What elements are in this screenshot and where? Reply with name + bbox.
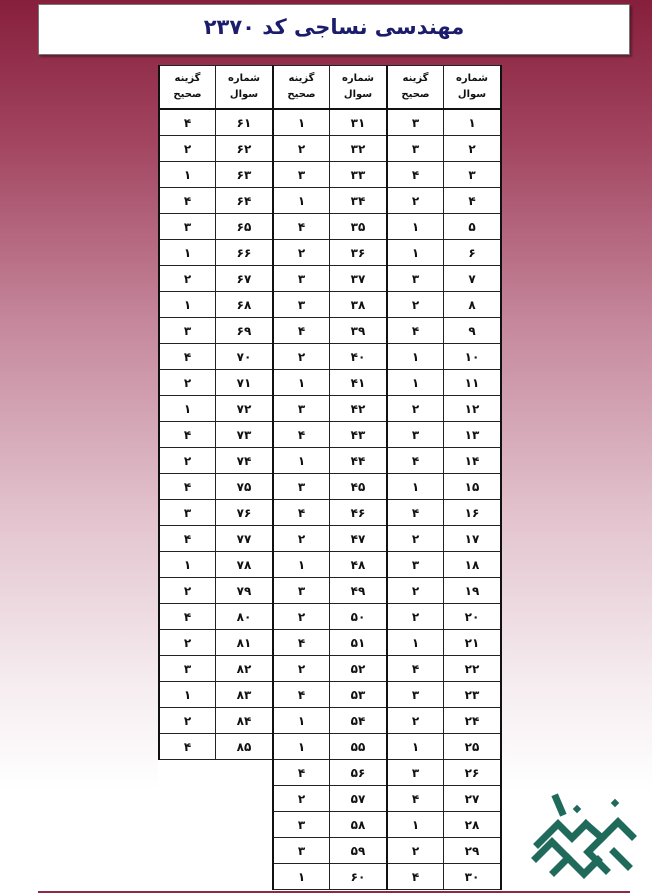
- question-number-cell: ۱۹: [444, 578, 502, 604]
- answer-option-cell: ۲: [387, 838, 444, 864]
- answer-option-cell: ۲: [387, 578, 444, 604]
- question-number-cell: ۶۰: [330, 864, 388, 890]
- table-row: [159, 526, 501, 552]
- answer-option-cell: ۳: [387, 760, 444, 786]
- question-number-cell: ۳۳: [330, 162, 388, 188]
- answer-option-cell: ۱: [387, 734, 444, 760]
- table-row: [159, 864, 501, 890]
- question-number-cell: ۱: [444, 109, 502, 136]
- empty-cell: [159, 786, 216, 812]
- answer-option-cell: ۱: [273, 448, 330, 474]
- answer-option-cell: ۴: [387, 500, 444, 526]
- answer-option-cell: ۳: [159, 656, 216, 682]
- answer-option-cell: ۲: [387, 708, 444, 734]
- question-number-cell: ۲۱: [444, 630, 502, 656]
- answer-option-cell: ۱: [387, 812, 444, 838]
- answer-option-cell: ۲: [159, 266, 216, 292]
- question-number-cell: ۷: [444, 266, 502, 292]
- question-number-cell: ۵۵: [330, 734, 388, 760]
- answer-option-cell: ۲: [387, 292, 444, 318]
- question-number-cell: ۶۵: [216, 214, 274, 240]
- header-box: [38, 4, 630, 55]
- empty-cell: [159, 760, 216, 786]
- question-number-cell: ۲۷: [444, 786, 502, 812]
- col-header-answer-1: گزینه صحیح: [387, 66, 444, 110]
- answer-option-cell: ۱: [159, 162, 216, 188]
- answer-option-cell: ۱: [273, 188, 330, 214]
- answer-option-cell: ۴: [387, 656, 444, 682]
- question-number-cell: ۸۵: [216, 734, 274, 760]
- question-number-cell: ۲۲: [444, 656, 502, 682]
- empty-cell: [216, 812, 274, 838]
- question-number-cell: ۳۱: [330, 109, 388, 136]
- table-row: [159, 786, 501, 812]
- answer-option-cell: ۲: [159, 448, 216, 474]
- answer-option-cell: ۲: [159, 370, 216, 396]
- answer-option-cell: ۴: [159, 474, 216, 500]
- question-number-cell: ۷۴: [216, 448, 274, 474]
- question-number-cell: ۵۶: [330, 760, 388, 786]
- table-row: [159, 162, 501, 188]
- col-header-answer-3: گزینه صحیح: [159, 66, 216, 110]
- question-number-cell: ۱۱: [444, 370, 502, 396]
- question-number-cell: ۷۰: [216, 344, 274, 370]
- answer-option-cell: ۲: [273, 604, 330, 630]
- table-row: [159, 760, 501, 786]
- col-header-question-3: شماره سوال: [216, 66, 274, 110]
- answer-option-cell: ۱: [159, 292, 216, 318]
- question-number-cell: ۱۰: [444, 344, 502, 370]
- question-number-cell: ۲۶: [444, 760, 502, 786]
- question-number-cell: ۵۸: [330, 812, 388, 838]
- question-number-cell: ۳۴: [330, 188, 388, 214]
- question-number-cell: ۲۴: [444, 708, 502, 734]
- question-number-cell: ۸۳: [216, 682, 274, 708]
- answer-option-cell: ۲: [273, 656, 330, 682]
- question-number-cell: ۷۶: [216, 500, 274, 526]
- answer-option-cell: ۱: [387, 240, 444, 266]
- answer-option-cell: ۴: [387, 448, 444, 474]
- table-row: [159, 500, 501, 526]
- col-header-question-2: شماره سوال: [330, 66, 388, 110]
- question-number-cell: ۶۴: [216, 188, 274, 214]
- table-row: [159, 396, 501, 422]
- table-row: [159, 109, 501, 136]
- answer-option-cell: ۴: [159, 188, 216, 214]
- question-number-cell: ۸۲: [216, 656, 274, 682]
- answer-option-cell: ۳: [273, 396, 330, 422]
- answer-option-cell: ۱: [273, 734, 330, 760]
- question-number-cell: ۶۶: [216, 240, 274, 266]
- question-number-cell: ۷۵: [216, 474, 274, 500]
- question-number-cell: ۱۴: [444, 448, 502, 474]
- question-number-cell: ۲: [444, 136, 502, 162]
- answer-option-cell: ۲: [159, 136, 216, 162]
- answer-option-cell: ۳: [273, 266, 330, 292]
- table-row: [159, 318, 501, 344]
- table-row: [159, 552, 501, 578]
- table-row: [159, 448, 501, 474]
- question-number-cell: ۳: [444, 162, 502, 188]
- empty-cell: [216, 786, 274, 812]
- answer-option-cell: ۳: [273, 162, 330, 188]
- answer-option-cell: ۴: [273, 214, 330, 240]
- answer-option-cell: ۲: [273, 344, 330, 370]
- question-number-cell: ۳۵: [330, 214, 388, 240]
- question-number-cell: ۶۱: [216, 109, 274, 136]
- table-row: [159, 734, 501, 760]
- answer-option-cell: ۲: [387, 526, 444, 552]
- answer-option-cell: ۳: [387, 136, 444, 162]
- table-row: [159, 214, 501, 240]
- question-number-cell: ۵۴: [330, 708, 388, 734]
- answer-option-cell: ۲: [387, 188, 444, 214]
- answer-option-cell: ۱: [273, 708, 330, 734]
- answer-option-cell: ۱: [273, 109, 330, 136]
- answer-option-cell: ۲: [273, 240, 330, 266]
- table-row: [159, 292, 501, 318]
- question-number-cell: ۱۶: [444, 500, 502, 526]
- answer-option-cell: ۲: [159, 630, 216, 656]
- question-number-cell: ۵۲: [330, 656, 388, 682]
- question-number-cell: ۳۹: [330, 318, 388, 344]
- answer-option-cell: ۴: [159, 344, 216, 370]
- question-number-cell: ۶۷: [216, 266, 274, 292]
- question-number-cell: ۵: [444, 214, 502, 240]
- answer-option-cell: ۱: [159, 682, 216, 708]
- question-number-cell: ۴۶: [330, 500, 388, 526]
- answer-option-cell: ۴: [273, 318, 330, 344]
- answer-option-cell: ۴: [159, 604, 216, 630]
- question-number-cell: ۴۲: [330, 396, 388, 422]
- table-row: [159, 578, 501, 604]
- table-row: [159, 838, 501, 864]
- question-number-cell: ۵۷: [330, 786, 388, 812]
- question-number-cell: ۴: [444, 188, 502, 214]
- answer-option-cell: ۴: [159, 734, 216, 760]
- question-number-cell: ۸۰: [216, 604, 274, 630]
- answer-option-cell: ۴: [387, 318, 444, 344]
- answer-option-cell: ۱: [387, 474, 444, 500]
- answer-option-cell: ۲: [273, 526, 330, 552]
- answer-option-cell: ۳: [273, 292, 330, 318]
- question-number-cell: ۱۵: [444, 474, 502, 500]
- answer-option-cell: ۴: [273, 500, 330, 526]
- answer-option-cell: ۳: [159, 318, 216, 344]
- table-row: [159, 188, 501, 214]
- question-number-cell: ۸۴: [216, 708, 274, 734]
- answer-option-cell: ۴: [273, 630, 330, 656]
- table-row: [159, 630, 501, 656]
- question-number-cell: ۳۰: [444, 864, 502, 890]
- answer-option-cell: ۱: [387, 630, 444, 656]
- question-number-cell: ۶۲: [216, 136, 274, 162]
- col-header-question-1: شماره سوال: [444, 66, 502, 110]
- answer-option-cell: ۴: [159, 422, 216, 448]
- question-number-cell: ۸: [444, 292, 502, 318]
- answer-option-cell: ۱: [273, 370, 330, 396]
- question-number-cell: ۲۵: [444, 734, 502, 760]
- answer-option-cell: ۱: [387, 344, 444, 370]
- table-header-row: [159, 66, 501, 110]
- table-row: [159, 604, 501, 630]
- question-number-cell: ۴۴: [330, 448, 388, 474]
- question-number-cell: ۶۸: [216, 292, 274, 318]
- question-number-cell: ۵۳: [330, 682, 388, 708]
- question-number-cell: ۹: [444, 318, 502, 344]
- table-row: [159, 682, 501, 708]
- question-number-cell: ۵۹: [330, 838, 388, 864]
- question-number-cell: ۱۲: [444, 396, 502, 422]
- question-number-cell: ۱۷: [444, 526, 502, 552]
- question-number-cell: ۴۹: [330, 578, 388, 604]
- answer-option-cell: ۴: [387, 162, 444, 188]
- question-number-cell: ۶: [444, 240, 502, 266]
- answer-option-cell: ۴: [159, 526, 216, 552]
- question-number-cell: ۷۱: [216, 370, 274, 396]
- answer-option-cell: ۳: [273, 812, 330, 838]
- answer-option-cell: ۱: [159, 552, 216, 578]
- answer-option-cell: ۳: [273, 838, 330, 864]
- page-title: مهندسی نساجی کد ۲۳۷۰: [203, 15, 465, 39]
- answer-option-cell: ۲: [159, 708, 216, 734]
- answer-option-cell: ۴: [387, 786, 444, 812]
- question-number-cell: ۵۰: [330, 604, 388, 630]
- question-number-cell: ۲۳: [444, 682, 502, 708]
- answer-option-cell: ۲: [159, 578, 216, 604]
- answer-option-cell: ۳: [387, 109, 444, 136]
- bottom-divider: [38, 891, 630, 893]
- question-number-cell: ۷۹: [216, 578, 274, 604]
- answer-option-cell: ۲: [387, 396, 444, 422]
- answer-option-cell: ۴: [273, 760, 330, 786]
- table-row: [159, 474, 501, 500]
- answer-option-cell: ۲: [387, 604, 444, 630]
- answer-option-cell: ۳: [387, 422, 444, 448]
- question-number-cell: ۴۷: [330, 526, 388, 552]
- question-number-cell: ۳۲: [330, 136, 388, 162]
- answer-option-cell: ۱: [159, 396, 216, 422]
- answer-option-cell: ۲: [273, 136, 330, 162]
- question-number-cell: ۶۹: [216, 318, 274, 344]
- answer-option-cell: ۱: [387, 370, 444, 396]
- col-header-answer-2: گزینه صحیح: [273, 66, 330, 110]
- answer-option-cell: ۳: [273, 474, 330, 500]
- calligraphy-logo-icon: [528, 786, 638, 886]
- answer-option-cell: ۳: [387, 552, 444, 578]
- table-row: [159, 136, 501, 162]
- question-number-cell: ۴۵: [330, 474, 388, 500]
- answer-key-table: [158, 65, 502, 890]
- empty-cell: [216, 838, 274, 864]
- question-number-cell: ۷۳: [216, 422, 274, 448]
- answer-option-cell: ۲: [273, 786, 330, 812]
- answer-option-cell: ۳: [387, 266, 444, 292]
- answer-option-cell: ۴: [159, 109, 216, 136]
- answer-option-cell: ۳: [159, 214, 216, 240]
- question-number-cell: ۳۶: [330, 240, 388, 266]
- answer-option-cell: ۳: [159, 500, 216, 526]
- answer-option-cell: ۳: [387, 682, 444, 708]
- question-number-cell: ۷۲: [216, 396, 274, 422]
- table-row: [159, 240, 501, 266]
- empty-cell: [159, 812, 216, 838]
- question-number-cell: ۵۱: [330, 630, 388, 656]
- table-row: [159, 344, 501, 370]
- question-number-cell: ۳۸: [330, 292, 388, 318]
- answer-option-cell: ۱: [159, 240, 216, 266]
- question-number-cell: ۲۸: [444, 812, 502, 838]
- empty-cell: [159, 838, 216, 864]
- answer-option-cell: ۴: [273, 682, 330, 708]
- answer-option-cell: ۴: [387, 864, 444, 890]
- empty-cell: [216, 864, 274, 890]
- question-number-cell: ۱۳: [444, 422, 502, 448]
- table-row: [159, 812, 501, 838]
- question-number-cell: ۳۷: [330, 266, 388, 292]
- answer-option-cell: ۱: [273, 552, 330, 578]
- question-number-cell: ۴۳: [330, 422, 388, 448]
- question-number-cell: ۶۳: [216, 162, 274, 188]
- question-number-cell: ۲۹: [444, 838, 502, 864]
- question-number-cell: ۲۰: [444, 604, 502, 630]
- table-row: [159, 370, 501, 396]
- table-row: [159, 708, 501, 734]
- question-number-cell: ۴۸: [330, 552, 388, 578]
- question-number-cell: ۷۸: [216, 552, 274, 578]
- question-number-cell: ۴۰: [330, 344, 388, 370]
- answer-option-cell: ۱: [273, 864, 330, 890]
- answer-option-cell: ۱: [387, 214, 444, 240]
- empty-cell: [216, 760, 274, 786]
- question-number-cell: ۱۸: [444, 552, 502, 578]
- table-row: [159, 266, 501, 292]
- answer-option-cell: ۳: [273, 578, 330, 604]
- question-number-cell: ۴۱: [330, 370, 388, 396]
- empty-cell: [159, 864, 216, 890]
- table-row: [159, 656, 501, 682]
- table-row: [159, 422, 501, 448]
- answer-option-cell: ۴: [273, 422, 330, 448]
- question-number-cell: ۸۱: [216, 630, 274, 656]
- question-number-cell: ۷۷: [216, 526, 274, 552]
